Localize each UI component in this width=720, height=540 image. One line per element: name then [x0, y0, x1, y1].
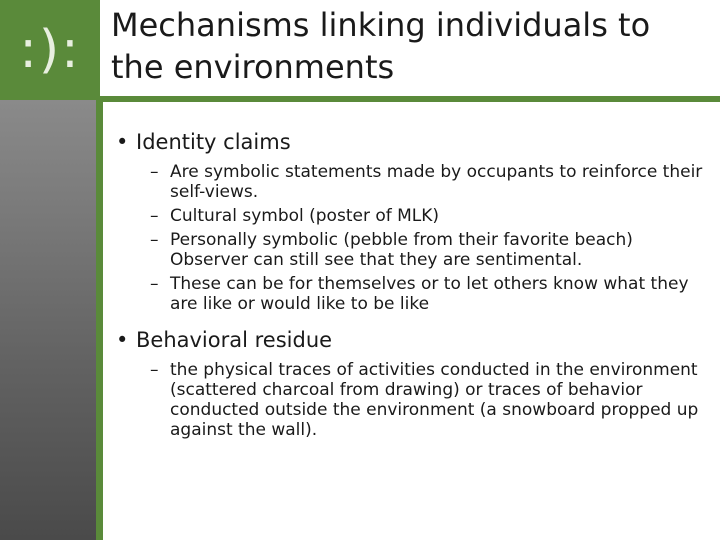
- bullet-dot-icon: •: [116, 130, 129, 154]
- dash-icon: –: [150, 230, 159, 250]
- dash-icon: –: [150, 274, 159, 294]
- list-item-text: the physical traces of activities conducted in the environment (scattered charcoal from drawing) or traces of behavior conducted outside the environment (a snowboard propped up against the wall).: [170, 360, 699, 440]
- list-item: [150, 162, 716, 202]
- slide-title: Mechanisms linking individuals to the environments: [111, 6, 651, 86]
- list-item-text: These can be for themselves or to let others know what they are like or would like to be like: [170, 274, 689, 314]
- side-panel: [0, 100, 96, 540]
- dash-icon: –: [150, 162, 159, 182]
- bullet-label: Identity claims: [136, 130, 291, 154]
- list-item-text: Cultural symbol (poster of MLK): [170, 206, 440, 226]
- list-item: [150, 206, 716, 226]
- logo: :):: [19, 20, 81, 80]
- list-item-text: Are symbolic statements made by occupants to reinforce their self-views.: [170, 162, 703, 202]
- slide-body: [116, 128, 716, 452]
- bullet-label: Behavioral residue: [136, 328, 333, 352]
- sub-list-identity-claims: [116, 162, 716, 314]
- list-item-text: Personally symbolic (pebble from their favorite beach) Observer can still see that they are sentimental.: [170, 230, 633, 270]
- sub-list-behavioral-residue: [116, 360, 716, 440]
- list-item: [150, 274, 716, 314]
- title-divider: [100, 96, 720, 102]
- bullet-identity-claims: [116, 128, 716, 156]
- dash-icon: –: [150, 206, 159, 226]
- dash-icon: –: [150, 360, 159, 380]
- list-item: [150, 230, 716, 270]
- list-item: [150, 360, 716, 440]
- bullet-dot-icon: •: [116, 328, 129, 352]
- bullet-behavioral-residue: [116, 326, 716, 354]
- accent-strip: [96, 100, 103, 540]
